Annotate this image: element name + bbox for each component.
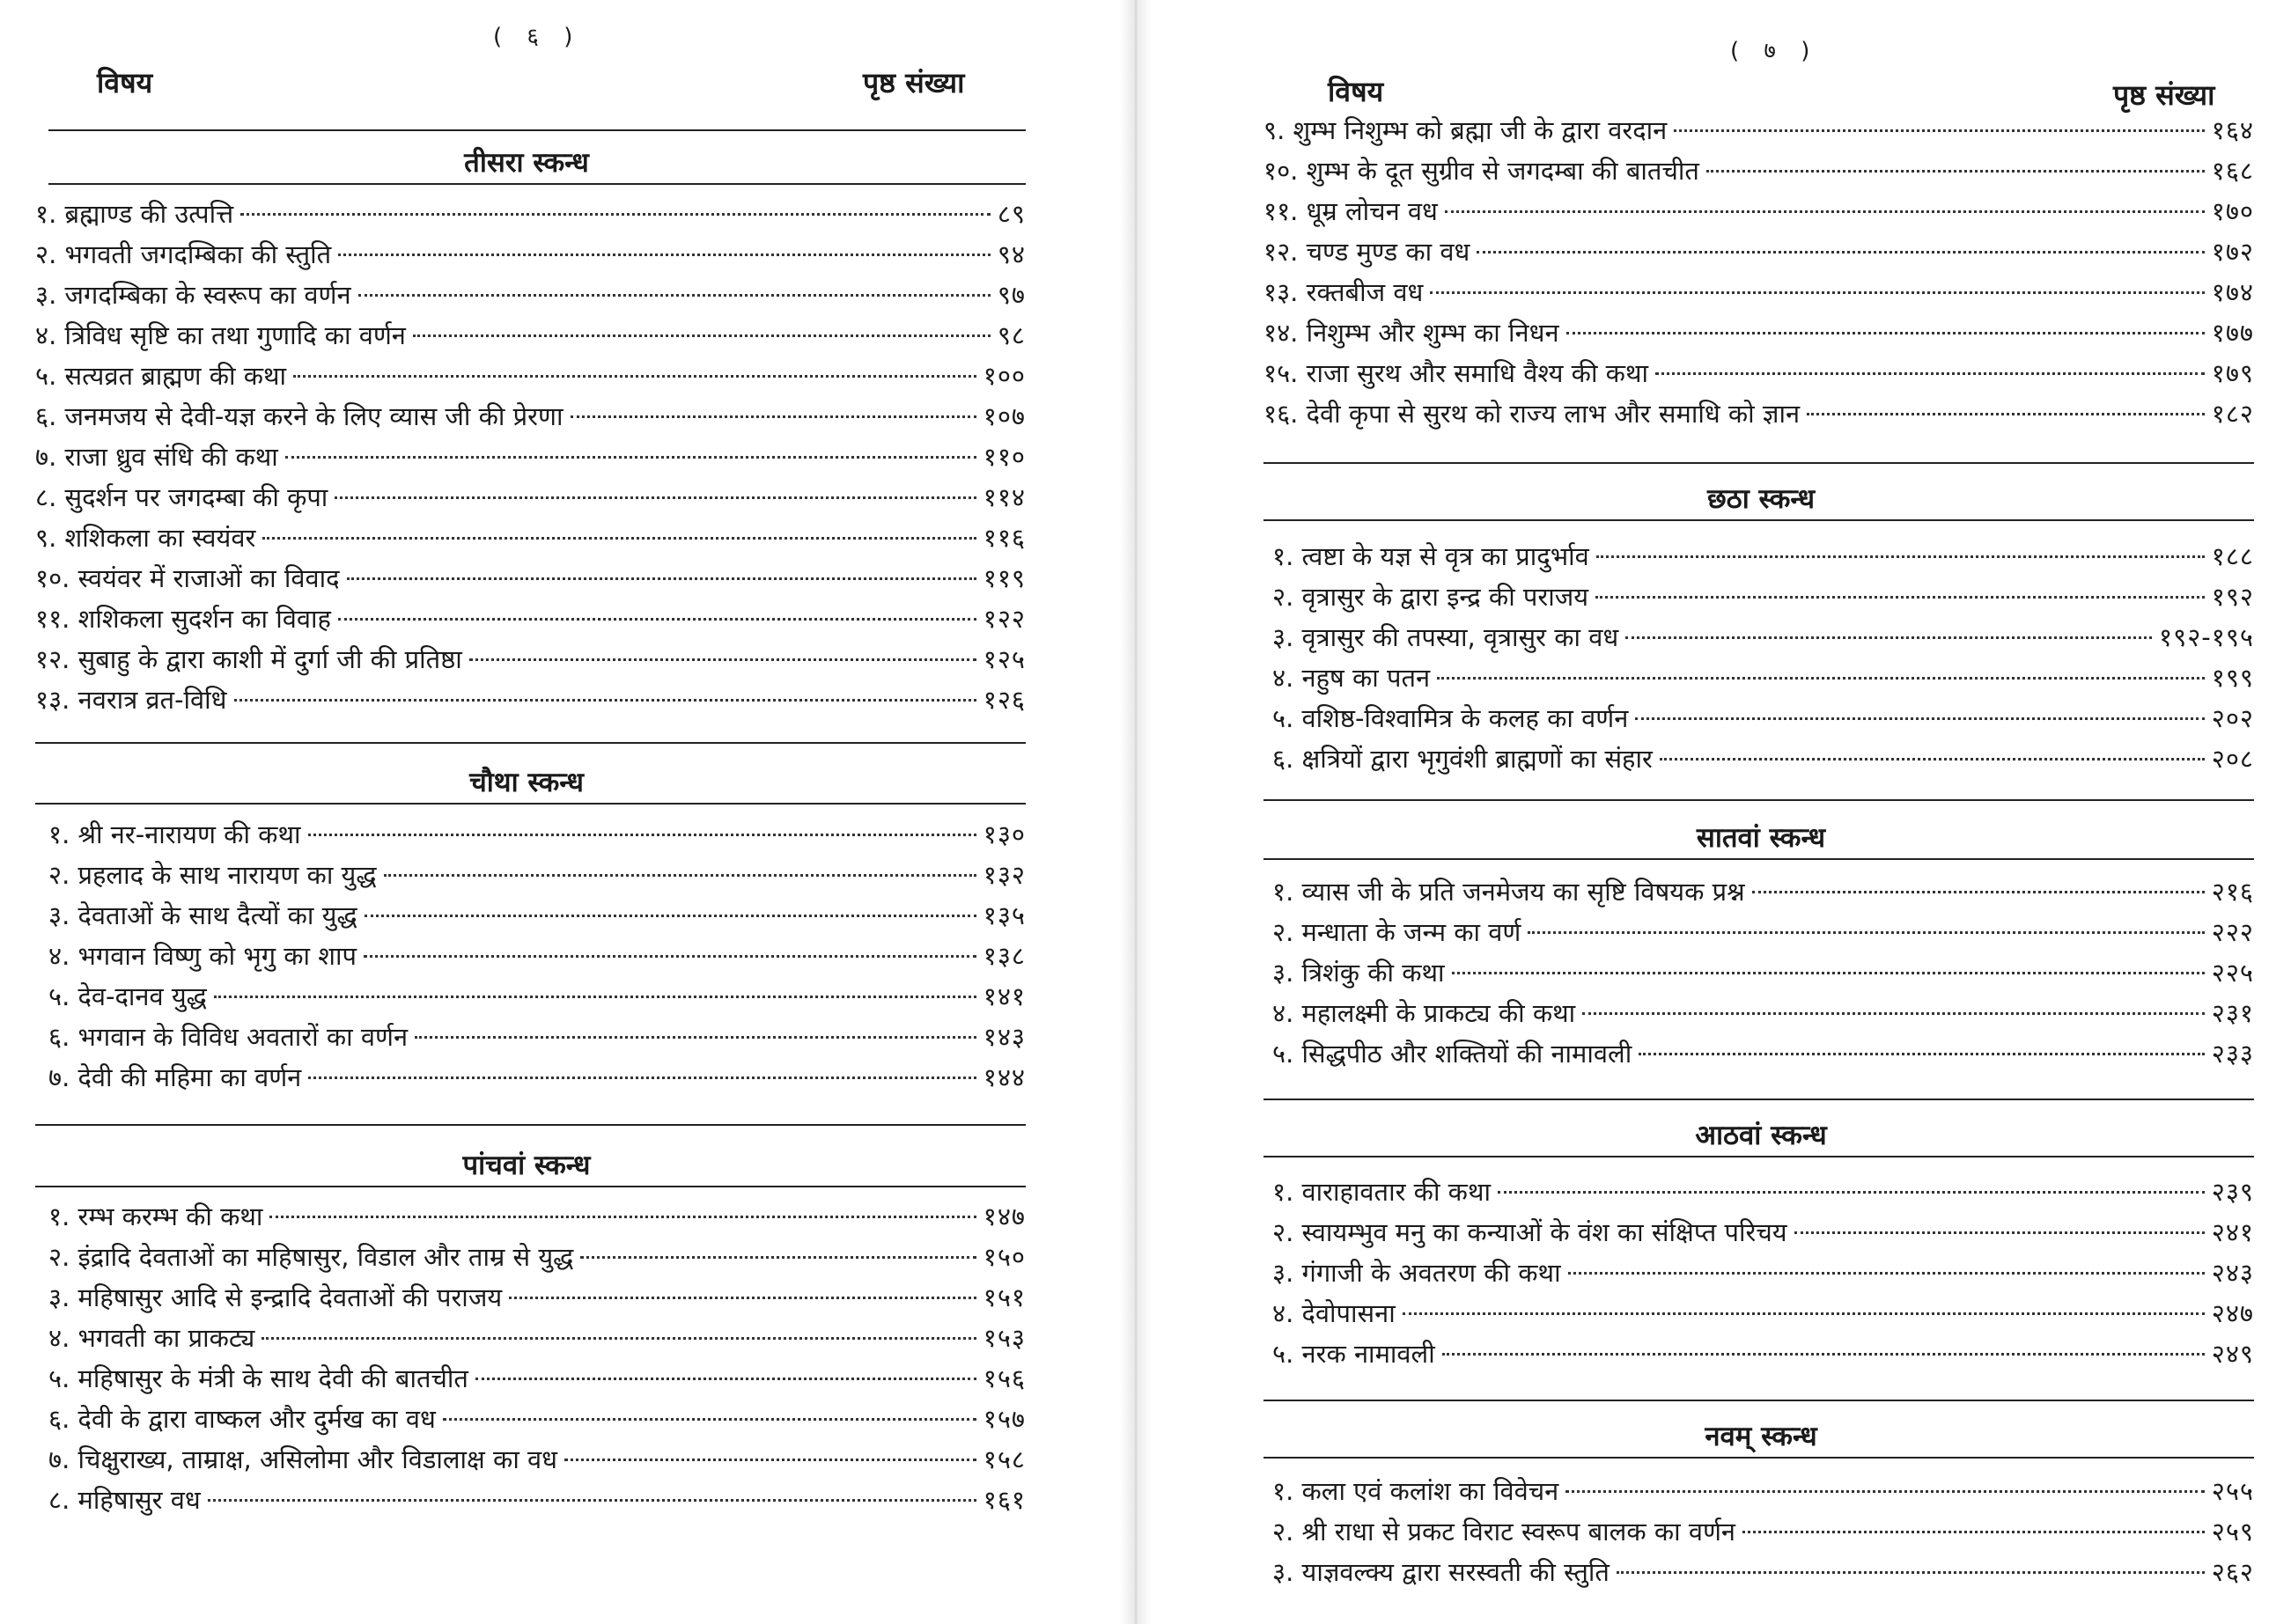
entry-title: ४. भगवान विष्णु को भृगु का शाप	[48, 941, 357, 971]
entry-title: ३. वृत्रासुर की तपस्या, वृत्रासुर का वध	[1272, 622, 1619, 652]
entry-title: १०. शुम्भ के दूत सुग्रीव से जगदम्बा की बातचीत	[1263, 156, 1699, 186]
entry-page-number: १६८	[2211, 156, 2254, 186]
entry-title: २. मन्धाता के जन्म का वर्ण	[1272, 917, 1521, 947]
dot-leader	[347, 577, 976, 580]
toc-entry	[35, 439, 1026, 476]
entry-title: ४. महालक्ष्मी के प्राकट्य की कथा	[1272, 998, 1576, 1028]
toc-entry	[35, 277, 1026, 314]
dot-leader	[1807, 413, 2205, 415]
toc-entry	[1272, 1036, 2254, 1073]
entry-page-number: १७९	[2211, 358, 2254, 388]
entry-page-number: २४१	[2211, 1217, 2254, 1247]
entry-title: ३. जगदम्बिका के स्वरूप का वर्णन	[35, 280, 351, 310]
toc-entry	[35, 399, 1026, 436]
entry-title: १. ब्रह्माण्ड की उत्पत्ति	[35, 199, 234, 229]
entry-title: १. वाराहावतार की कथा	[1272, 1177, 1491, 1207]
dot-leader	[1639, 1053, 2205, 1055]
toc-entry	[35, 196, 1026, 233]
entry-page-number: २२५	[2211, 958, 2254, 988]
divider	[1263, 858, 2254, 860]
entry-page-number: १३५	[983, 900, 1026, 930]
dot-leader	[571, 415, 976, 418]
entry-page-number: ११९	[983, 563, 1026, 593]
dot-leader	[1528, 931, 2204, 934]
dot-leader	[1655, 372, 2205, 375]
dot-leader	[1595, 596, 2205, 599]
divider	[48, 129, 1026, 131]
entry-page-number: १९९	[2211, 663, 2254, 693]
entry-page-number: ११६	[983, 523, 1026, 553]
toc-entry	[35, 642, 1026, 679]
entry-title: ७. राजा ध्रुव संधि की कथा	[35, 442, 278, 472]
dot-leader	[1568, 1272, 2205, 1275]
toc-entry	[1272, 1514, 2254, 1551]
toc-entry	[35, 237, 1026, 274]
entry-title: १३. रक्तबीज वध	[1263, 277, 1424, 307]
page-number: ( ७ )	[1730, 38, 1819, 64]
entry-page-number: १४७	[983, 1201, 1026, 1231]
divider	[1263, 462, 2254, 464]
dot-leader	[338, 618, 976, 621]
entry-page-number: १२५	[983, 644, 1026, 674]
toc-entry	[1272, 874, 2254, 911]
entry-title: १३. नवरात्र व्रत-विधि	[35, 685, 227, 715]
entry-title: २. इंद्रादि देवताओं का महिषासुर, विडाल और ताम्र से युद्ध	[48, 1242, 574, 1272]
dot-leader	[1596, 555, 2205, 558]
toc-entry	[48, 1361, 1026, 1398]
entry-title: ९. शुम्भ निशुम्भ को ब्रह्मा जी के द्वारा वरदान	[1263, 115, 1668, 145]
entry-page-number: १५१	[983, 1282, 1026, 1312]
dot-leader	[234, 699, 976, 702]
toc-entry	[1272, 741, 2254, 778]
dot-leader	[1635, 717, 2204, 720]
entry-page-number: २४९	[2211, 1339, 2254, 1369]
entry-title: ५. सिद्धपीठ और शक्तियों की नामावली	[1272, 1039, 1632, 1069]
toc-entry	[1272, 1473, 2254, 1510]
entry-title: १. त्वष्टा के यज्ञ से वृत्र का प्रादुर्भाव	[1272, 541, 1589, 571]
section-title: सातवां स्कन्ध	[1696, 822, 1826, 854]
section-title: छठा स्कन्ध	[1706, 483, 1816, 515]
divider	[1263, 799, 2254, 801]
dot-leader	[269, 1216, 976, 1218]
entry-page-number: २४७	[2211, 1298, 2254, 1328]
toc-entry	[48, 857, 1026, 894]
entry-page-number: ८९	[997, 199, 1026, 229]
toc-entry	[48, 1239, 1026, 1276]
dot-leader	[564, 1459, 976, 1461]
divider	[35, 742, 1026, 744]
toc-entry	[35, 561, 1026, 598]
entry-title: ५. देव-दानव युद्ध	[48, 981, 207, 1011]
entry-title: २. वृत्रासुर के द्वारा इन्द्र की पराजय	[1272, 582, 1589, 612]
entry-page-number: ९८	[997, 320, 1026, 350]
entry-title: ६. क्षत्रियों द्वारा भृगुवंशी ब्राह्मणों का संहार	[1272, 744, 1653, 774]
entry-page-number: १८२	[2211, 399, 2254, 429]
dot-leader	[1794, 1231, 2205, 1234]
header-page-number: पृष्ठ संख्या	[863, 66, 965, 99]
dot-leader	[1477, 251, 2204, 254]
entry-page-number: ११४	[983, 482, 1026, 512]
entry-title: ५. वशिष्ठ-विश्वामित्र के कलह का वर्णन	[1272, 703, 1629, 733]
toc-entry	[1272, 955, 2254, 992]
entry-page-number: २२२	[2211, 917, 2254, 947]
entry-page-number: २६२	[2211, 1557, 2254, 1587]
dot-leader	[1582, 1012, 2205, 1015]
entry-title: ७. देवी की महिमा का वर्णन	[48, 1062, 302, 1092]
toc-entry	[35, 601, 1026, 638]
entry-title: ३. याज्ञवल्क्य द्वारा सरस्वती की स्तुति	[1272, 1557, 1610, 1587]
dot-leader	[1442, 1353, 2205, 1356]
toc-entry	[1263, 275, 2254, 312]
entry-title: २. प्रहलाद के साथ नारायण का युद्ध	[48, 860, 377, 890]
divider	[35, 803, 1026, 805]
divider	[1263, 1099, 2254, 1100]
dot-leader	[1452, 972, 2205, 974]
dot-leader	[469, 658, 976, 661]
toc-entry	[48, 1482, 1026, 1519]
entry-title: १६. देवी कृपा से सुरथ को राज्य लाभ और समाधि को ज्ञान	[1263, 399, 1801, 429]
entry-title: ४. भगवती का प्राकट्य	[48, 1323, 255, 1353]
dot-leader	[364, 955, 976, 958]
entry-title: ८. सुदर्शन पर जगदम्बा की कृपा	[35, 482, 328, 512]
dot-leader	[358, 294, 991, 297]
entry-title: ३. देवताओं के साथ दैत्यों का युद्ध	[48, 900, 357, 930]
entry-page-number: १९२-१९५	[2159, 622, 2254, 652]
dot-leader	[262, 1337, 976, 1340]
entry-title: ४. त्रिविध सृष्टि का तथा गुणादि का वर्णन	[35, 320, 406, 350]
toc-entry	[48, 898, 1026, 935]
entry-title: २. भगवती जगदम्बिका की स्तुति	[35, 239, 332, 269]
entry-title: १०. स्वयंवर में राजाओं का विवाद	[35, 563, 340, 593]
toc-entry	[35, 358, 1026, 395]
entry-page-number: १९२	[2211, 582, 2254, 612]
entry-title: ८. महिषासुर वध	[48, 1485, 201, 1515]
dot-leader	[1625, 636, 2152, 639]
dot-leader	[1660, 758, 2205, 761]
dot-leader	[1706, 170, 2205, 173]
entry-title: १. रम्भ करम्भ की कथा	[48, 1201, 263, 1231]
dot-leader	[214, 996, 976, 998]
divider	[48, 183, 1026, 185]
entry-page-number: १५०	[983, 1242, 1026, 1272]
dot-leader	[293, 375, 976, 378]
entry-page-number: १४३	[983, 1022, 1026, 1052]
toc-entry	[1263, 113, 2254, 150]
entry-title: ७. चिक्षुराख्य, ताम्राक्ष, असिलोमा और विडालाक्ष का वध	[48, 1444, 558, 1474]
entry-page-number: २३९	[2211, 1177, 2254, 1207]
entry-page-number: २३१	[2211, 998, 2254, 1028]
dot-leader	[475, 1378, 976, 1380]
dot-leader	[335, 496, 976, 499]
entry-page-number: ९४	[997, 239, 1026, 269]
entry-title: ३. महिषासुर आदि से इन्द्रादि देवताओं की पराजय	[48, 1282, 503, 1312]
entry-page-number: १६४	[2211, 115, 2254, 145]
entry-page-number: २०२	[2211, 703, 2254, 733]
toc-entry	[1272, 701, 2254, 738]
toc-entry	[35, 318, 1026, 355]
toc-entry	[48, 938, 1026, 975]
entry-title: १५. राजा सुरथ और समाधि वैश्य की कथा	[1263, 358, 1649, 388]
entry-title: ३. गंगाजी के अवतरण की कथा	[1272, 1258, 1561, 1288]
toc-entry	[1272, 1296, 2254, 1333]
dot-leader	[1742, 1531, 2205, 1533]
toc-entry	[1263, 234, 2254, 271]
entry-title: ५. महिषासुर के मंत्री के साथ देवी की बातचीत	[48, 1363, 468, 1393]
toc-entry	[1272, 996, 2254, 1032]
dot-leader	[1674, 129, 2205, 132]
entry-page-number: १२६	[983, 685, 1026, 715]
dot-leader	[1445, 210, 2205, 213]
dot-leader	[384, 874, 976, 877]
toc-entry	[1272, 539, 2254, 576]
toc-entry	[48, 1320, 1026, 1357]
entry-title: ११. शशिकला सुदर्शन का विवाह	[35, 604, 331, 634]
toc-entry	[1263, 356, 2254, 393]
toc-entry	[1272, 915, 2254, 952]
entry-title: ६. देवी के द्वारा वाष्कल और दुर्मख का वध	[48, 1404, 436, 1434]
dot-leader	[1403, 1312, 2205, 1315]
entry-title: ६. जनमजय से देवी-यज्ञ करने के लिए व्यास जी की प्रेरणा	[35, 401, 564, 431]
section-title: तीसरा स्कन्ध	[464, 147, 589, 179]
section-title: पांचवां स्कन्ध	[462, 1150, 591, 1181]
entry-title: १. कला एवं कलांश का विवेचन	[1272, 1476, 1559, 1506]
entry-title: ९. शशिकला का स्वयंवर	[35, 523, 256, 553]
entry-title: ५. नरक नामावली	[1272, 1339, 1435, 1369]
toc-entry	[1272, 1554, 2254, 1591]
entry-title: २. श्री राधा से प्रकट विराट स्वरूप बालक का वर्णन	[1272, 1517, 1736, 1547]
divider	[1263, 1400, 2254, 1401]
entry-page-number: १८८	[2211, 541, 2254, 571]
dot-leader	[308, 1077, 976, 1079]
entry-page-number: १७२	[2211, 237, 2254, 267]
entry-page-number: १५६	[983, 1363, 1026, 1393]
entry-title: १. श्री नर-नारायण की कथा	[48, 819, 301, 849]
toc-entry	[48, 1060, 1026, 1097]
entry-page-number: १७४	[2211, 277, 2254, 307]
entry-page-number: २४३	[2211, 1258, 2254, 1288]
entry-title: ११. धूम्र लोचन वध	[1263, 196, 1438, 226]
dot-leader	[509, 1297, 976, 1299]
toc-entry	[1263, 396, 2254, 433]
section-title: नवम् स्कन्ध	[1705, 1421, 1817, 1452]
toc-entry	[48, 1401, 1026, 1438]
page-number: ( ६ )	[493, 24, 582, 50]
entry-page-number: १५८	[983, 1444, 1026, 1474]
entry-title: १२. सुबाहु के द्वारा काशी में दुर्गा जी की प्रतिष्ठा	[35, 644, 462, 674]
dot-leader	[1617, 1571, 2205, 1574]
toc-entry	[35, 520, 1026, 557]
toc-entry	[1263, 315, 2254, 352]
dot-leader	[1752, 891, 2205, 893]
dot-leader	[443, 1418, 976, 1421]
dot-leader	[285, 456, 976, 459]
dot-leader	[208, 1499, 976, 1502]
entry-title: ४. नहुष का पतन	[1272, 663, 1431, 693]
entry-page-number: १४४	[983, 1062, 1026, 1092]
section-title: चौथा स्कन्ध	[469, 767, 584, 798]
entry-page-number: २१६	[2211, 877, 2254, 907]
toc-entry	[1272, 1255, 2254, 1292]
dot-leader	[308, 834, 976, 836]
entry-page-number: ९७	[997, 280, 1026, 310]
header-subject: विषय	[97, 66, 153, 99]
entry-page-number: १२२	[983, 604, 1026, 634]
toc-entry	[1272, 660, 2254, 697]
entry-page-number: २३३	[2211, 1039, 2254, 1069]
entry-page-number: १४१	[983, 981, 1026, 1011]
section-title: आठवां स्कन्ध	[1695, 1120, 1827, 1151]
dot-leader	[1430, 291, 2204, 294]
toc-entry	[48, 1442, 1026, 1479]
dot-leader	[1498, 1191, 2205, 1194]
entry-page-number: २५९	[2211, 1517, 2254, 1547]
entry-page-number: १००	[983, 361, 1026, 391]
toc-entry	[1272, 579, 2254, 616]
right-page	[1136, 0, 2291, 1624]
toc-entry	[48, 1280, 1026, 1317]
entry-page-number: २५५	[2211, 1476, 2254, 1506]
entry-title: ४. देवोपासना	[1272, 1298, 1396, 1328]
entry-page-number: १३०	[983, 819, 1026, 849]
dot-leader	[240, 213, 991, 216]
toc-entry	[1272, 1336, 2254, 1373]
toc-entry	[48, 1019, 1026, 1056]
divider	[1263, 1156, 2254, 1157]
entry-page-number: १३२	[983, 860, 1026, 890]
entry-title: १२. चण्ड मुण्ड का वध	[1263, 237, 1470, 267]
toc-entry	[1263, 153, 2254, 190]
entry-title: १. व्यास जी के प्रति जनमेजय का सृष्टि विषयक प्रश्न	[1272, 877, 1745, 907]
divider	[1263, 519, 2254, 521]
toc-entry	[35, 480, 1026, 517]
dot-leader	[415, 1036, 976, 1039]
entry-page-number: १५३	[983, 1323, 1026, 1353]
entry-title: २. स्वायम्भुव मनु का कन्याओं के वंश का संक्षिप्त परिचय	[1272, 1217, 1787, 1247]
entry-page-number: १०७	[983, 401, 1026, 431]
entry-page-number: १७७	[2211, 318, 2254, 348]
entry-title: १४. निशुम्भ और शुम्भ का निधन	[1263, 318, 1559, 348]
dot-leader	[262, 537, 976, 540]
toc-entry	[1272, 1215, 2254, 1252]
header-page-number: पृष्ठ संख्या	[2113, 78, 2215, 112]
toc-entry	[48, 817, 1026, 854]
dot-leader	[1566, 332, 2205, 334]
divider	[1263, 1457, 2254, 1459]
toc-entry	[1272, 620, 2254, 657]
toc-entry	[1263, 194, 2254, 231]
divider	[35, 1124, 1026, 1126]
entry-page-number: १५७	[983, 1404, 1026, 1434]
entry-page-number: १७०	[2211, 196, 2254, 226]
toc-entry	[35, 682, 1026, 719]
toc-entry	[48, 979, 1026, 1016]
left-page	[0, 0, 1136, 1624]
dot-leader	[365, 915, 976, 917]
entry-title: ६. भगवान के विविध अवतारों का वर्णन	[48, 1022, 409, 1052]
entry-page-number: १३८	[983, 941, 1026, 971]
entry-title: ५. सत्यव्रत ब्राह्मण की कथा	[35, 361, 287, 391]
divider	[35, 1186, 1026, 1187]
toc-entry	[1272, 1174, 2254, 1211]
entry-page-number: २०८	[2211, 744, 2254, 774]
entry-page-number: ११०	[983, 442, 1026, 472]
header-subject: विषय	[1328, 75, 1384, 108]
entry-page-number: १६१	[983, 1485, 1026, 1515]
toc-entry	[48, 1199, 1026, 1236]
dot-leader	[1437, 677, 2205, 680]
dot-leader	[580, 1256, 976, 1259]
dot-leader	[413, 334, 991, 337]
entry-title: ३. त्रिशंकु की कथा	[1272, 958, 1445, 988]
dot-leader	[1565, 1490, 2205, 1493]
dot-leader	[338, 254, 991, 256]
